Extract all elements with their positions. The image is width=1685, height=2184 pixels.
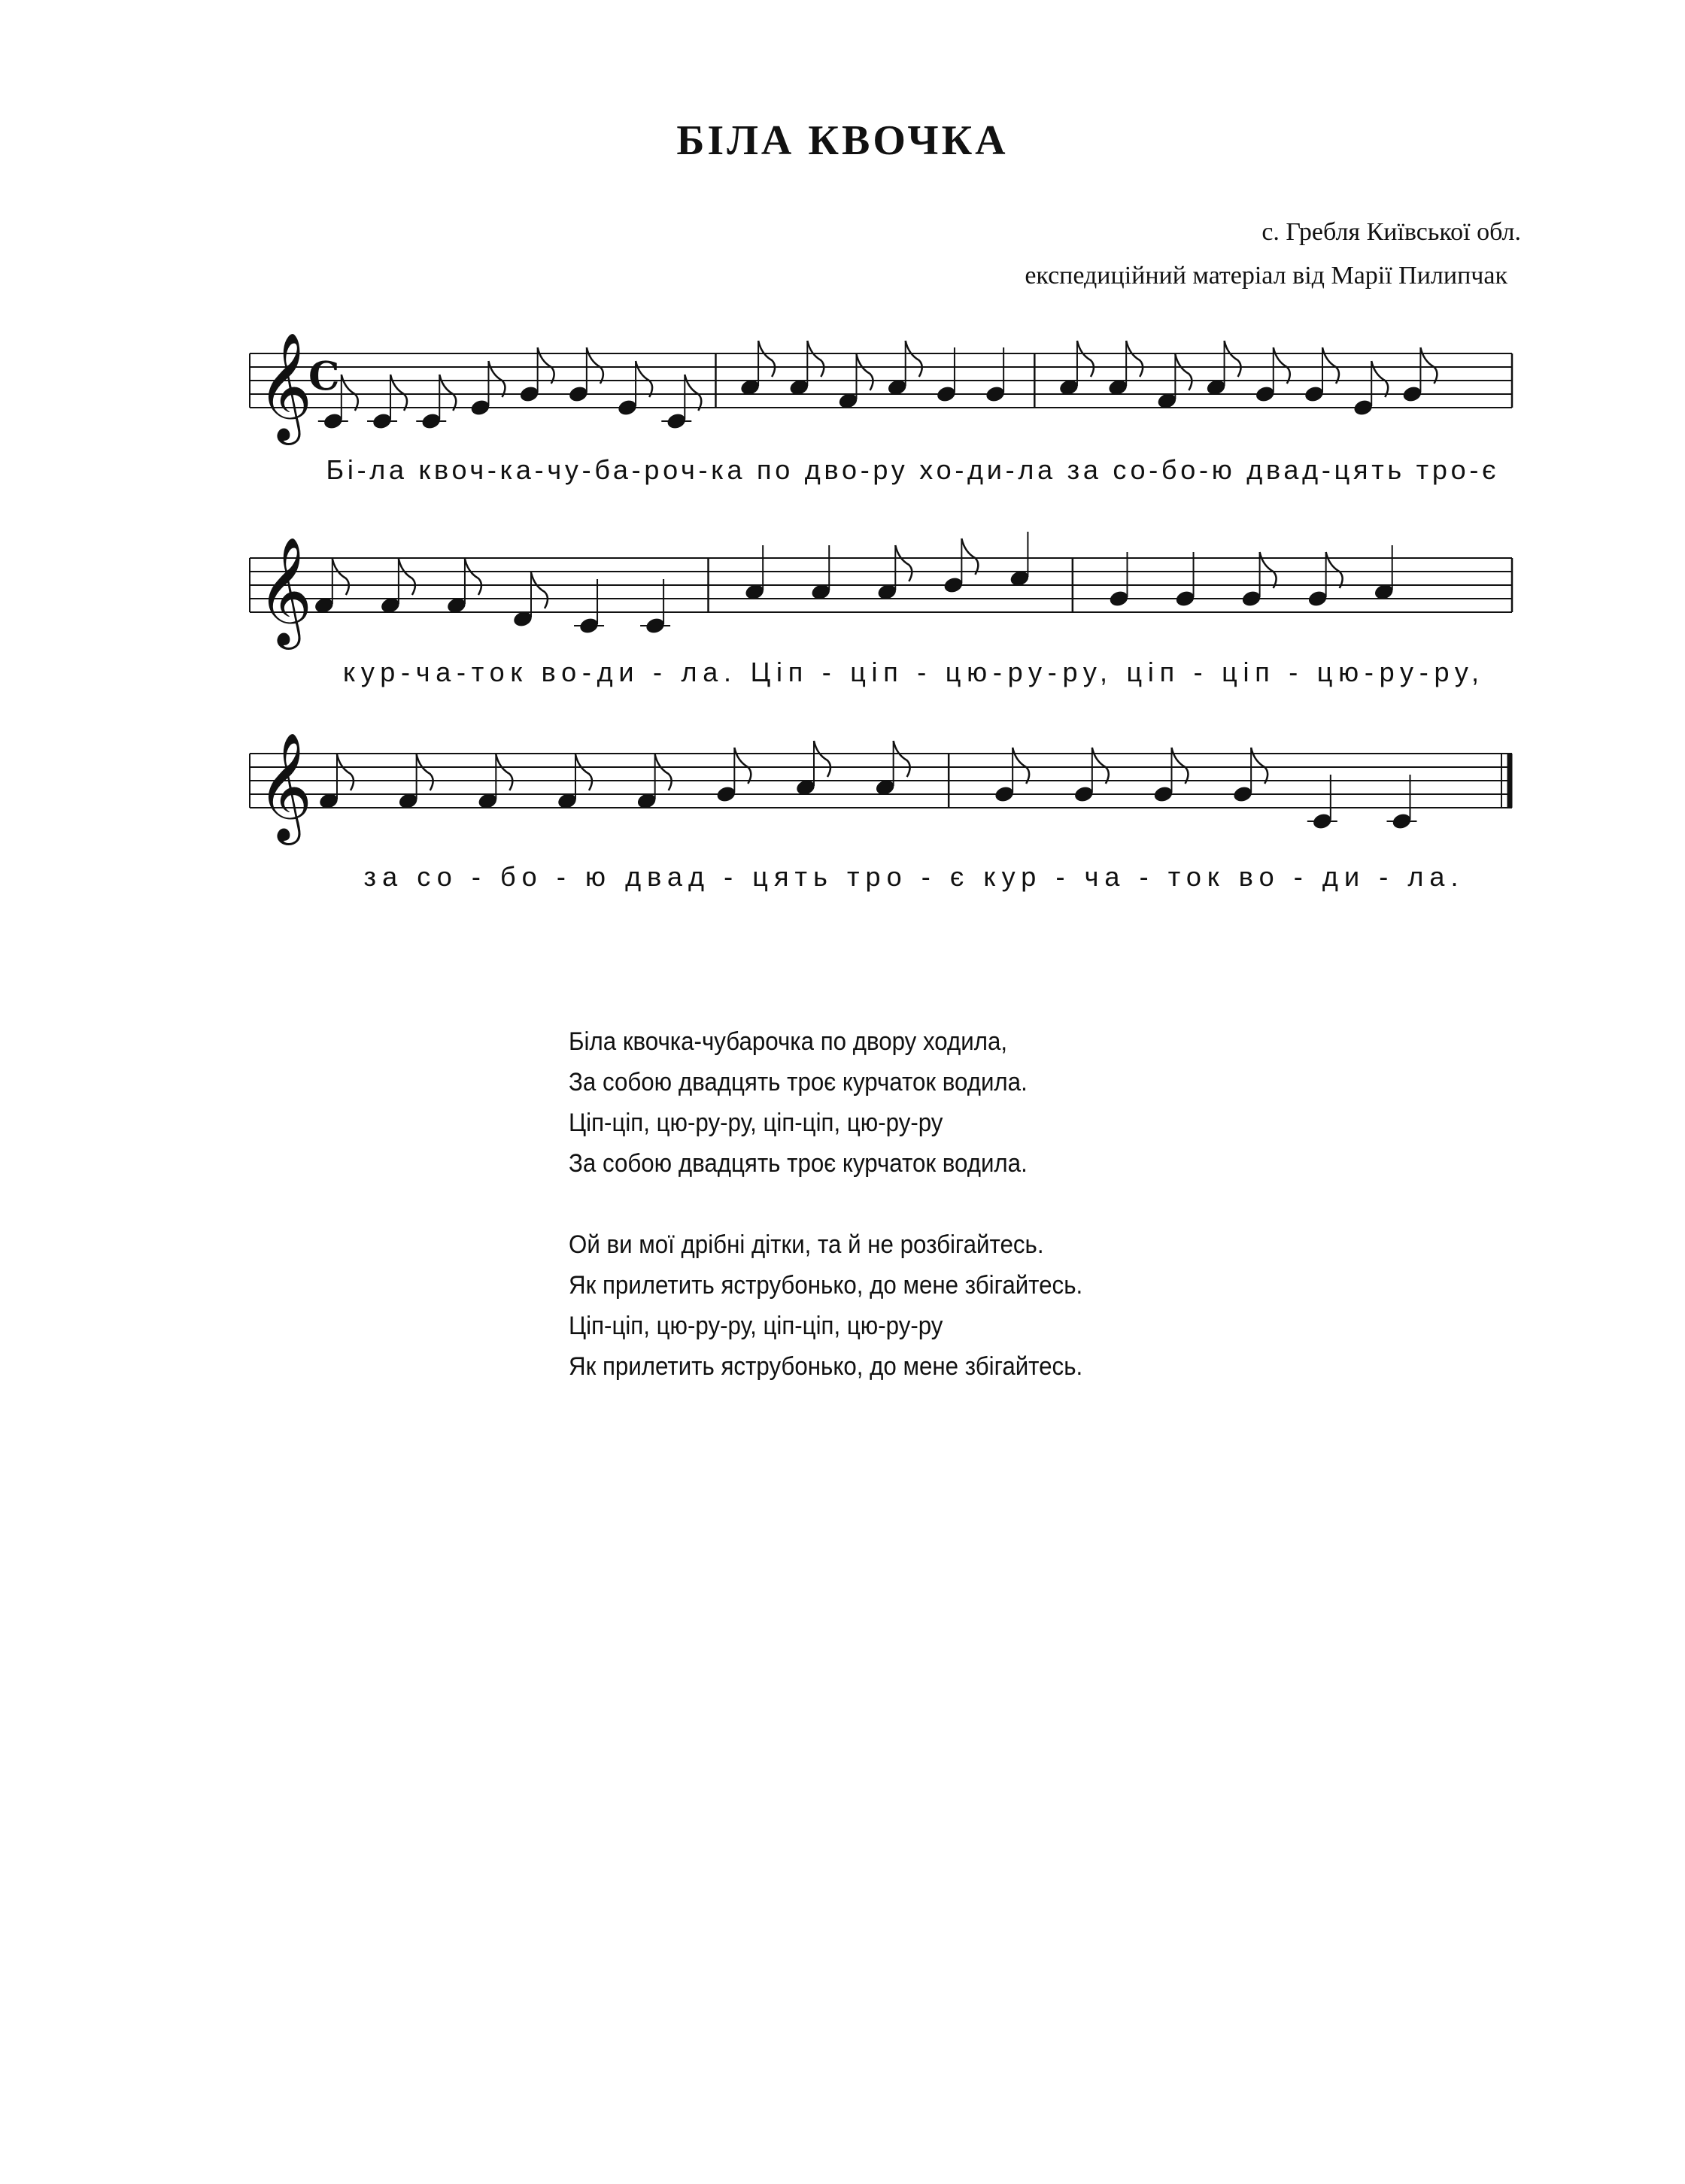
verse-line: Як прилетить яструбонько, до мене збігайтесь. bbox=[569, 1352, 1083, 1381]
note-flag bbox=[1175, 354, 1192, 390]
note-flag bbox=[399, 559, 415, 595]
note-flag bbox=[895, 545, 912, 581]
note-flag bbox=[758, 341, 775, 377]
treble-clef-icon: 𝄞 bbox=[257, 733, 313, 841]
note-flag bbox=[531, 572, 548, 608]
note-flag bbox=[961, 538, 978, 575]
note-flag bbox=[894, 741, 910, 777]
note-flag bbox=[332, 559, 349, 595]
note-flag bbox=[496, 754, 512, 790]
lyrics-line: за со - бо - ю двад - цять тро - є кур - ча - ток во - ди - ла. bbox=[363, 861, 1459, 892]
note-flag bbox=[337, 754, 354, 790]
note-flag bbox=[906, 341, 922, 377]
music-score bbox=[0, 0, 1685, 933]
note-flag bbox=[655, 754, 672, 790]
verse-line: Ціп-ціп, цю-ру-ру, ціп-ціп, цю-ру-ру bbox=[569, 1312, 943, 1340]
note-flag bbox=[417, 754, 433, 790]
verse-stanza bbox=[569, 1224, 1082, 1387]
time-signature: C bbox=[308, 353, 340, 400]
verse-line: Як прилетить яструбонько, до мене збігайтесь. bbox=[569, 1271, 1083, 1300]
verse-line: Ціп-ціп, цю-ру-ру, ціп-ціп, цю-ру-ру bbox=[569, 1109, 943, 1137]
lyrics-line: кур-ча-ток во-ди - ла. Ціп - ціп - цю-ру-ру, ціп - ціп - цю-ру-ру, bbox=[342, 657, 1480, 687]
note-flag bbox=[814, 741, 830, 777]
verse-line: За собою двадцять троє курчаток водила. bbox=[569, 1149, 1028, 1178]
treble-clef-icon: 𝄞 bbox=[257, 537, 313, 645]
verse-line: Біла квочка-чубарочка по двору ходила, bbox=[569, 1027, 1008, 1056]
note-flag bbox=[1077, 341, 1094, 377]
verse-line: Ой ви мої дрібні дітки, та й не розбігайтесь. bbox=[569, 1230, 1044, 1259]
source-collector: експедиційний матеріал від Марії Пилипчак bbox=[1025, 262, 1507, 290]
verse-stanza bbox=[569, 1021, 1082, 1184]
lyrics-line: Бі-ла квоч-ка-чу-ба-роч-ка по дво-ру хо-ди-ла за со-бо-ю двад-цять тро-є bbox=[326, 454, 1496, 485]
treble-clef-icon: 𝄞 bbox=[257, 332, 313, 441]
note-flag bbox=[1225, 341, 1241, 377]
note-flag bbox=[465, 559, 481, 595]
source-place: с. Гребля Київської обл. bbox=[1261, 218, 1521, 246]
note-flag bbox=[575, 754, 592, 790]
song-title: БІЛА КВОЧКА bbox=[676, 117, 1009, 164]
verse-line: За собою двадцять троє курчаток водила. bbox=[569, 1068, 1028, 1097]
note-flag bbox=[807, 341, 824, 377]
note-flag bbox=[1126, 341, 1143, 377]
song-verses bbox=[569, 1021, 1082, 1427]
note-flag bbox=[857, 354, 873, 390]
